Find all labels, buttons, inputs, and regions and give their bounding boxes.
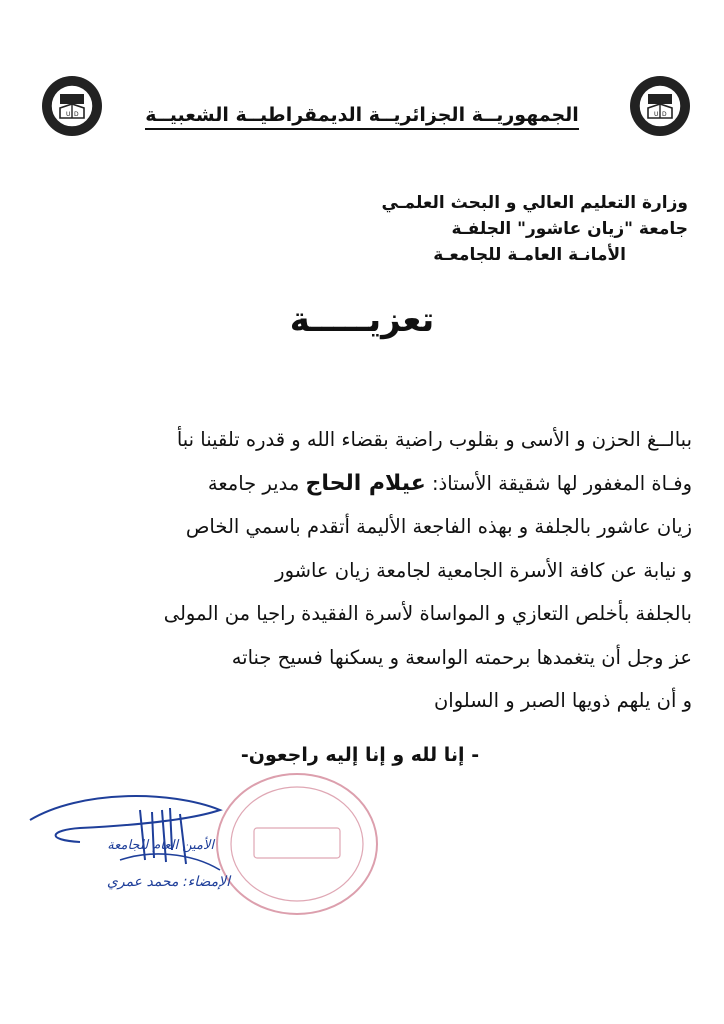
university-logo-right bbox=[628, 74, 692, 138]
svg-text:U: U bbox=[66, 111, 71, 118]
svg-text:D: D bbox=[74, 111, 79, 118]
letter-body bbox=[30, 418, 692, 723]
svg-text:D: D bbox=[662, 111, 667, 118]
body-line: و نيابة عن كافة الأسرة الجامعية لجامعة زيان عاشور bbox=[275, 558, 692, 582]
university-line: جامعة "زيان عاشور" الجلفـة bbox=[451, 219, 688, 239]
deceased-relative-name: عيلام الحاج bbox=[305, 470, 426, 496]
body-line: بالجلفة بأخلص التعازي و المواساة لأسرة الفقيدة راجيا من المولى bbox=[163, 602, 692, 625]
ministry-line: وزارة التعليم العالي و البحث العلمـي bbox=[381, 193, 688, 213]
body-line: عز وجل أن يتغمدها برحمته الواسعة و يسكنها فسيح جناته bbox=[231, 645, 692, 669]
body-line: و أن يلهم ذويها الصبر و السلوان bbox=[433, 689, 692, 712]
republic-heading bbox=[120, 104, 604, 126]
university-seal-icon bbox=[628, 74, 692, 138]
body-line-end: مدير جامعة bbox=[207, 471, 300, 495]
svg-text:U: U bbox=[654, 111, 659, 118]
body-line-start: وفـاة المغفور لها شقيقة الأستاذ: bbox=[431, 471, 692, 495]
signatory-name: الإمضاء: محمد عمري bbox=[106, 874, 230, 890]
body-line: ببالــغ الحزن و الأسى و بقلوب راضية بقضاء الله و قدره تلقينا نبأ bbox=[176, 428, 692, 451]
institution-header bbox=[268, 190, 688, 268]
signatory-title: الأمين العام للجامعة bbox=[107, 838, 214, 853]
university-seal-icon bbox=[40, 74, 104, 138]
body-line: زيان عاشور بالجلفة و بهذه الفاجعة الأليمة أتقدم باسمي الخاص bbox=[185, 515, 692, 538]
quran-quote: - إنا لله و إنا إليه راجعون- bbox=[240, 744, 480, 766]
secretariat-line: الأمانـة العامـة للجامعـة bbox=[433, 245, 626, 265]
letter-title: تعزيـــــة bbox=[289, 300, 435, 340]
university-logo-left bbox=[40, 74, 104, 138]
body-line bbox=[30, 462, 692, 506]
republic-heading-text: الجمهوريــة الجزائريــة الديمقراطيــة الشعبيــة bbox=[145, 104, 579, 130]
signature-block bbox=[20, 780, 240, 910]
